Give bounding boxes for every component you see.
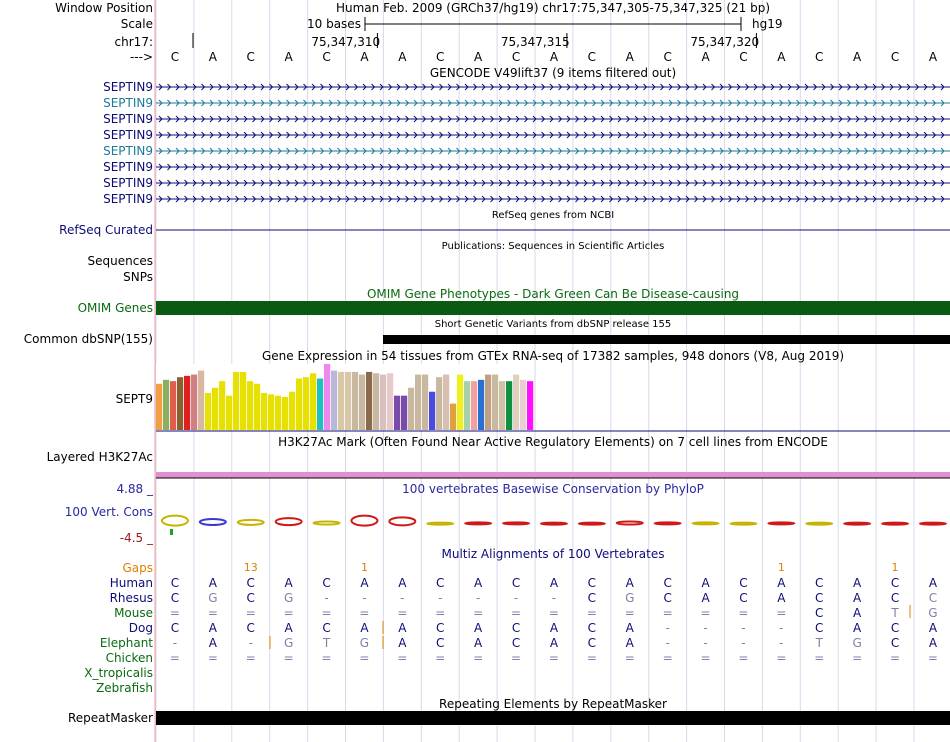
aligned-base: - (362, 591, 367, 605)
cons-max: 4.88 _ (116, 482, 153, 496)
conservation-logo-mark (465, 522, 491, 524)
conservation-logo-mark (541, 523, 567, 525)
aligned-base: C (739, 591, 748, 605)
aligned-base: = (245, 651, 256, 665)
conservation-logo-mark (617, 522, 643, 525)
aligned-base: G (928, 606, 938, 620)
gtex-tissue-bar (394, 396, 400, 430)
cons-title: 100 vertebrates Basewise Conservation by PhyloP (402, 482, 704, 496)
aligned-base: C (246, 591, 255, 605)
aligned-base: A (777, 576, 786, 590)
aligned-base: G (359, 636, 370, 650)
reference-base: A (360, 50, 369, 64)
gap-count: 1 (891, 561, 899, 574)
aligned-base: A (284, 621, 293, 635)
aligned-base: A (284, 576, 293, 590)
conservation-logo-mark (693, 522, 719, 524)
aligned-base: C (436, 636, 445, 650)
h3k27ac-signal (156, 472, 950, 478)
species-label-chicken: Chicken (105, 651, 153, 665)
gtex-tissue-bar (205, 393, 211, 430)
dbsnp-title: Short Genetic Variants from dbSNP release 155 (434, 319, 672, 330)
omim-title: OMIM Gene Phenotypes - Dark Green Can Be Disease-causing (366, 287, 740, 301)
aligned-base: A (625, 576, 634, 590)
conservation-logo-mark (882, 523, 908, 525)
scale-label: Scale (120, 17, 153, 31)
aligned-base: = (548, 606, 559, 620)
gtex-tissue-bar (296, 379, 302, 430)
gtex-tissue-bar (450, 404, 456, 430)
aligned-base: - (475, 591, 481, 605)
aligned-base: C (587, 591, 597, 605)
aligned-base: = (321, 606, 332, 620)
aligned-base: = (321, 651, 332, 665)
aligned-base: A (398, 636, 407, 650)
aligned-base: A (777, 591, 786, 605)
aligned-base: A (625, 636, 634, 650)
scale-assembly: hg19 (752, 17, 783, 31)
aligned-base: A (208, 636, 217, 650)
aligned-base: C (815, 591, 824, 605)
aligned-base: C (928, 591, 938, 605)
aligned-base: G (283, 636, 294, 650)
reference-base: A (208, 50, 217, 64)
aligned-base: T (815, 636, 823, 650)
aligned-base: = (700, 606, 711, 620)
species-label-mouse: Mouse (114, 606, 153, 620)
aligned-base: A (474, 636, 483, 650)
gtex-tissue-bar (499, 381, 505, 430)
aligned-base: = (397, 651, 408, 665)
gtex-tissue-bar (401, 396, 407, 430)
ruler-position: 75,347,310 (311, 35, 381, 49)
reference-base: A (398, 50, 407, 64)
gtex-tissue-bar (429, 392, 435, 430)
reference-base: A (474, 50, 483, 64)
aligned-base: G (208, 591, 218, 605)
scale-text: 10 bases (307, 17, 361, 31)
gtex-tissue-bar (471, 381, 477, 430)
aligned-base: = (548, 651, 559, 665)
gtex-tissue-bar (324, 364, 330, 430)
reference-base: C (170, 50, 180, 64)
gtex-tissue-bar (359, 375, 365, 430)
aligned-base: A (474, 621, 483, 635)
gtex-tissue-bar (177, 377, 183, 430)
snps-label: SNPs (123, 270, 153, 284)
aligned-base: A (474, 576, 483, 590)
aligned-base: = (397, 606, 408, 620)
aligned-base: = (435, 606, 446, 620)
aligned-base: = (245, 606, 256, 620)
aligned-base: = (738, 651, 749, 665)
aligned-base: T (891, 606, 899, 620)
conservation-logo-mark (200, 519, 226, 525)
gtex-tissue-bar (240, 372, 246, 430)
gtex-tissue-bar (331, 371, 337, 430)
gtex-tissue-bar (464, 381, 470, 430)
aligned-base: A (208, 576, 217, 590)
aligned-base: C (663, 591, 672, 605)
gtex-tissue-bar (366, 372, 372, 430)
cons-label: 100 Vert. Cons (64, 505, 153, 519)
reference-base: C (663, 50, 672, 64)
gtex-tissue-bar (373, 373, 379, 430)
conservation-logo-mark (314, 522, 340, 525)
sequences-label: Sequences (87, 254, 153, 268)
gtex-tissue-bar (352, 372, 358, 430)
conservation-logo-mark (655, 522, 681, 524)
conservation-logo-mark (162, 516, 188, 526)
aligned-base: = (207, 651, 218, 665)
reference-base: A (701, 50, 710, 64)
aligned-base: C (815, 576, 824, 590)
reference-base: A (777, 50, 786, 64)
aligned-base: A (398, 576, 407, 590)
gene-label-septin9: SEPTIN9 (103, 144, 153, 158)
aligned-base: A (853, 621, 862, 635)
aligned-base: A (549, 636, 559, 650)
gtex-tissue-bar (317, 379, 323, 430)
aligned-base: A (549, 576, 559, 590)
aligned-base: A (928, 576, 938, 590)
species-label-elephant: Elephant (99, 636, 153, 650)
gtex-tissue-bar (520, 380, 526, 430)
conservation-logo-mark (276, 518, 302, 525)
aligned-base: - (665, 636, 670, 650)
reference-base: A (625, 50, 634, 64)
gtex-tissue-bar (233, 372, 239, 430)
reference-base: A (284, 50, 293, 64)
gap-count: 1 (360, 561, 368, 574)
gtex-tissue-bar (408, 388, 414, 430)
aligned-base: A (208, 621, 217, 635)
gtex-tissue-bar (226, 396, 232, 430)
gtex-tissue-bar (170, 381, 176, 430)
gtex-tissue-bar (191, 375, 197, 430)
dbsnp-bar (383, 335, 950, 344)
aligned-base: - (703, 636, 708, 650)
h3k27ac-title: H3K27Ac Mark (Often Found Near Active Regulatory Elements) on 7 cell lines from ENCODE (278, 435, 828, 449)
reference-base: A (853, 50, 862, 64)
aligned-base: C (739, 576, 748, 590)
gene-label-septin9: SEPTIN9 (103, 192, 153, 206)
aligned-base: = (927, 651, 938, 665)
aligned-base: = (169, 606, 180, 620)
conservation-logo-mark (238, 520, 264, 525)
gtex-tissue-bar (219, 381, 225, 430)
chrom-label: chr17: (114, 35, 153, 49)
gene-label-septin9: SEPTIN9 (103, 112, 153, 126)
aligned-base: - (513, 591, 519, 605)
strand-label: ---> (129, 50, 153, 64)
gtex-tissue-bar (184, 376, 190, 430)
aligned-base: - (665, 621, 670, 635)
ruler-position: 75,347,315 (500, 35, 570, 49)
aligned-base: C (322, 576, 331, 590)
aligned-base: = (700, 651, 711, 665)
gtex-tissue-bar (268, 394, 274, 430)
aligned-base: = (359, 651, 370, 665)
aligned-base: C (815, 621, 824, 635)
aligned-base: A (928, 636, 938, 650)
reference-base: C (436, 50, 445, 64)
gtex-tissue-bar (247, 381, 253, 430)
aligned-base: A (625, 621, 634, 635)
aligned-base: C (890, 576, 900, 590)
aligned-base: C (890, 636, 900, 650)
repeatmasker-label: RepeatMasker (67, 711, 153, 725)
conservation-logo-mark (503, 522, 529, 524)
refseq-label: RefSeq Curated (59, 223, 153, 237)
aligned-base: C (511, 576, 521, 590)
aligned-base: = (776, 606, 787, 620)
conservation-logo-mark (427, 523, 453, 525)
aligned-base: C (436, 576, 445, 590)
aligned-base: - (779, 636, 784, 650)
ruler-position: 75,347,320 (690, 35, 760, 49)
aligned-base: T (322, 636, 331, 650)
aligned-base: - (400, 591, 405, 605)
aligned-base: C (890, 621, 900, 635)
conservation-logo-mark (920, 523, 946, 525)
gtex-tissue-bar (198, 371, 204, 430)
gtex-tissue-bar (212, 388, 218, 430)
gene-label-septin9: SEPTIN9 (103, 80, 153, 94)
gtex-tissue-bar (254, 384, 260, 430)
gap-count: 1 (777, 561, 785, 574)
aligned-base: = (511, 606, 522, 620)
gtex-tissue-bar (303, 377, 309, 430)
gene-label-septin9: SEPTIN9 (103, 96, 153, 110)
species-label-zebrafish: Zebrafish (96, 681, 153, 695)
repeatmasker-title: Repeating Elements by RepeatMasker (439, 697, 667, 711)
gtex-tissue-bar (261, 393, 267, 430)
gtex-tissue-bar (310, 373, 316, 430)
aligned-base: A (701, 591, 710, 605)
gtex-tissue-bar (163, 380, 169, 430)
aligned-base: - (324, 591, 329, 605)
repeatmasker-bar (156, 711, 950, 725)
aligned-base: = (435, 651, 446, 665)
aligned-base: C (436, 621, 445, 635)
conservation-logo-mark (730, 523, 756, 525)
species-label-rhesus: Rhesus (109, 591, 153, 605)
aligned-base: C (170, 621, 180, 635)
aligned-base: = (624, 651, 635, 665)
gtex-tissue-bar (380, 375, 386, 430)
aligned-base: = (283, 651, 294, 665)
conservation-logo-mark (170, 529, 173, 535)
gtex-label: SEPT9 (115, 392, 153, 406)
conservation-logo-mark (579, 523, 605, 525)
aligned-base: = (738, 606, 749, 620)
window-position-label: Window Position (55, 1, 153, 15)
gencode-title: GENCODE V49lift37 (9 items filtered out) (429, 66, 677, 80)
gene-label-septin9: SEPTIN9 (103, 160, 153, 174)
aligned-base: = (473, 651, 484, 665)
aligned-base: - (438, 591, 443, 605)
cons-min: -4.5 _ (119, 531, 153, 545)
gtex-tissue-bar (422, 375, 428, 430)
omim-bar (156, 301, 950, 315)
aligned-base: = (511, 651, 522, 665)
aligned-base: = (169, 651, 180, 665)
gtex-tissue-bar (415, 375, 421, 430)
conservation-logo-mark (844, 523, 870, 525)
reference-base: A (549, 50, 559, 64)
aligned-base: - (741, 621, 746, 635)
gtex-tissue-bar (289, 392, 295, 430)
gaps-label: Gaps (122, 561, 153, 575)
aligned-base: C (246, 576, 255, 590)
aligned-base: G (625, 591, 635, 605)
conservation-logo-mark (389, 517, 415, 525)
reference-base: A (928, 50, 938, 64)
aligned-base: A (853, 576, 862, 590)
gtex-tissue-bar (338, 372, 344, 430)
aligned-base: A (853, 591, 862, 605)
aligned-base: C (170, 591, 180, 605)
aligned-base: = (586, 651, 597, 665)
reference-base: C (739, 50, 748, 64)
aligned-base: C (663, 576, 672, 590)
gtex-tissue-bar (527, 381, 533, 430)
aligned-base: = (624, 606, 635, 620)
aligned-base: A (853, 606, 862, 620)
dbsnp-label: Common dbSNP(155) (23, 332, 153, 346)
gtex-title: Gene Expression in 54 tissues from GTEx RNA-seq of 17382 samples, 948 donors (V8, Aug 2019) (261, 349, 845, 363)
aligned-base: = (776, 651, 787, 665)
aligned-base: A (701, 576, 710, 590)
aligned-base: C (587, 576, 597, 590)
gtex-tissue-bar (443, 375, 449, 430)
aligned-base: - (779, 621, 784, 635)
aligned-base: - (703, 621, 708, 635)
gtex-tissue-bar (485, 375, 491, 430)
aligned-base: C (322, 621, 331, 635)
window-position-text: Human Feb. 2009 (GRCh37/hg19) chr17:75,347,305-75,347,325 (21 bp) (335, 1, 770, 15)
gtex-tissue-bar (345, 372, 351, 430)
multiz-title: Multiz Alignments of 100 Vertebrates (441, 547, 665, 561)
gtex-tissue-bar (387, 373, 393, 430)
refseq-title: RefSeq genes from NCBI (491, 210, 615, 221)
aligned-base: G (283, 591, 294, 605)
aligned-base: C (587, 621, 597, 635)
aligned-base: C (246, 621, 255, 635)
aligned-base: = (586, 606, 597, 620)
aligned-base: A (398, 621, 407, 635)
conservation-logo-mark (768, 522, 794, 524)
aligned-base: C (170, 576, 180, 590)
aligned-base: = (890, 651, 901, 665)
gene-label-septin9: SEPTIN9 (103, 176, 153, 190)
gtex-tissue-bar (492, 375, 498, 430)
reference-base: C (890, 50, 900, 64)
aligned-base: = (359, 606, 370, 620)
gtex-tissue-bar (506, 381, 512, 430)
species-label-dog: Dog (128, 621, 153, 635)
reference-base: C (587, 50, 597, 64)
aligned-base: - (248, 636, 253, 650)
publications-title: Publications: Sequences in Scientific Articles (441, 241, 665, 252)
aligned-base: - (741, 636, 746, 650)
aligned-base: A (360, 576, 369, 590)
aligned-base: = (283, 606, 294, 620)
aligned-base: C (815, 606, 824, 620)
species-label-x_tropicalis: X_tropicalis (84, 666, 153, 680)
aligned-base: A (549, 621, 559, 635)
gtex-tissue-bar (275, 396, 281, 430)
aligned-base: C (511, 621, 521, 635)
gtex-tissue-bar (156, 384, 162, 430)
aligned-base: A (928, 621, 938, 635)
species-label-human: Human (109, 576, 153, 590)
reference-base: C (322, 50, 331, 64)
aligned-base: = (207, 606, 218, 620)
aligned-base: C (511, 636, 521, 650)
gtex-tissue-bar (513, 375, 519, 430)
omim-label: OMIM Genes (77, 301, 153, 315)
aligned-base: C (587, 636, 597, 650)
reference-base: C (815, 50, 824, 64)
reference-base: C (246, 50, 255, 64)
aligned-base: G (852, 636, 862, 650)
aligned-base: = (852, 651, 863, 665)
gene-label-septin9: SEPTIN9 (103, 128, 153, 142)
gtex-tissue-bar (457, 375, 463, 430)
aligned-base: = (814, 651, 825, 665)
gtex-tissue-bar (478, 380, 484, 430)
aligned-base: - (551, 591, 557, 605)
gtex-tissue-bar (282, 397, 288, 430)
conservation-logo-mark (351, 516, 377, 526)
gtex-tissue-bar (436, 377, 442, 430)
conservation-logo-mark (806, 523, 832, 525)
aligned-base: = (662, 651, 673, 665)
aligned-base: - (172, 636, 178, 650)
aligned-base: = (473, 606, 484, 620)
h3k27ac-label: Layered H3K27Ac (46, 450, 153, 464)
gap-count: 13 (243, 561, 258, 574)
aligned-base: = (662, 606, 673, 620)
aligned-base: C (890, 591, 900, 605)
reference-base: C (511, 50, 521, 64)
aligned-base: A (360, 621, 369, 635)
